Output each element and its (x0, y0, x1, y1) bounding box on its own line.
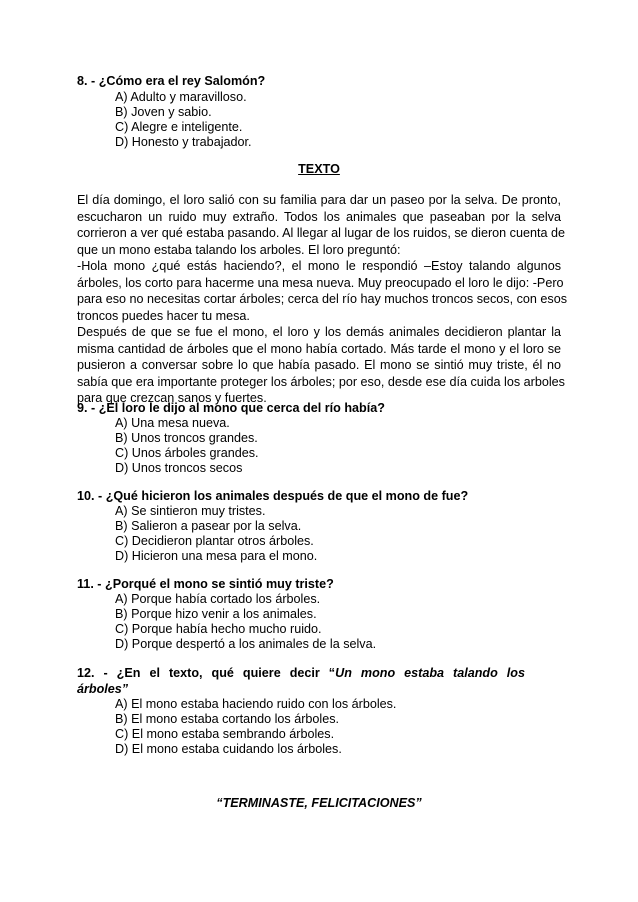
question-12-quote: Un mono estaba talando los (335, 666, 525, 680)
question-9-option-b: B) Unos troncos grandes. (115, 431, 258, 445)
story-line: pusieron a conversar sobre lo que había pasado. El mono se sintió muy triste, él no (77, 358, 561, 372)
question-12-quote-end: árboles” (77, 682, 129, 696)
story-text (77, 192, 568, 407)
question-11-option-d: D) Porque despertó a los animales de la selva. (115, 637, 377, 651)
question-12-prefix: 12. - ¿En el texto, qué quiere decir “ (77, 666, 336, 680)
question-9-option-d: D) Unos troncos secos (115, 461, 243, 475)
question-8-option-c: C) Alegre e inteligente. (115, 120, 243, 134)
question-12-title-line-2 (77, 681, 525, 697)
question-8-option-a: A) Adulto y maravilloso. (115, 90, 247, 104)
story-line: sabía que era importante proteger los árboles; por eso, desde ese día cuida los arboles (77, 374, 565, 389)
question-11-option-b: B) Porque hizo venir a los animales. (115, 607, 317, 621)
closing-message: “TERMINASTE, FELICITACIONES” (216, 796, 422, 810)
question-10-option-c: C) Decidieron plantar otros árboles. (115, 534, 314, 548)
question-12-option-d: D) El mono estaba cuidando los árboles. (115, 742, 342, 756)
question-11-option-c: C) Porque había hecho mucho ruido. (115, 622, 322, 636)
story-line: para eso no necesitas cortar árboles; cerca del río hay muchos troncos secos, con esos (77, 292, 568, 306)
texto-heading: TEXTO (298, 162, 340, 176)
question-12-option-a: A) El mono estaba haciendo ruido con los árboles. (115, 697, 397, 711)
question-8-option-d: D) Honesto y trabajador. (115, 135, 252, 149)
story-line: misma cantidad de árboles que el mono había cortado. Más tarde el mono y el loro se (77, 341, 561, 356)
question-12-title (77, 665, 525, 697)
story-line: Después de que se fue el mono, el loro y los demás animales decidieron plantar la (77, 325, 561, 339)
question-9-option-a: A) Una mesa nueva. (115, 416, 230, 430)
question-11-options (115, 592, 376, 652)
question-11-title: 11. - ¿Porqué el mono se sintió muy triste? (77, 577, 334, 591)
question-10-option-d: D) Hicieron una mesa para el mono. (115, 549, 318, 563)
story-line: para que crezcan sanos y fuertes. (77, 391, 267, 405)
question-12-option-b: B) El mono estaba cortando los árboles. (115, 712, 340, 726)
question-10-title: 10. - ¿Qué hicieron los animales después de que el mono de fue? (77, 489, 469, 503)
question-11-option-a: A) Porque había cortado los árboles. (115, 592, 321, 606)
question-10-option-b: B) Salieron a pasear por la selva. (115, 519, 302, 533)
story-line: troncos puedes hacer tu mesa. (77, 308, 250, 323)
question-9-option-c: C) Unos árboles grandes. (115, 446, 259, 460)
question-8-option-b: B) Joven y sabio. (115, 105, 212, 119)
story-line: escucharon un ruido muy extraño. Todos los animales que paseaban por la selva (77, 209, 561, 224)
question-8-title: 8. - ¿Cómo era el rey Salomón? (77, 74, 266, 88)
story-line: corrieron a ver qué estaba pasando. Al llegar al lugar de los ruidos, se dieron cuenta de (77, 226, 565, 240)
question-9-options (115, 416, 259, 476)
question-10-options (115, 504, 317, 564)
question-12-title-line-1 (77, 665, 525, 681)
story-line: árboles, los corto para hacerme una mesa nueva. Muy preocupado el loro le dijo: -Pero (77, 275, 564, 290)
question-12-options (115, 697, 396, 757)
story-line: -Hola mono ¿qué estás haciendo?, el mono le respondió –Estoy talando algunos (77, 259, 561, 273)
question-10-option-a: A) Se sintieron muy tristes. (115, 504, 266, 518)
story-line: que un mono estaba talando los arboles. El loro preguntó: (77, 242, 401, 257)
story-line: El día domingo, el loro salió con su familia para dar un paseo por la selva. De pronto, (77, 193, 561, 207)
question-9-title: 9. - ¿El loro le dijo al mono que cerca del río había? (77, 401, 385, 415)
question-12-option-c: C) El mono estaba sembrando árboles. (115, 727, 335, 741)
question-8-options (115, 90, 252, 150)
